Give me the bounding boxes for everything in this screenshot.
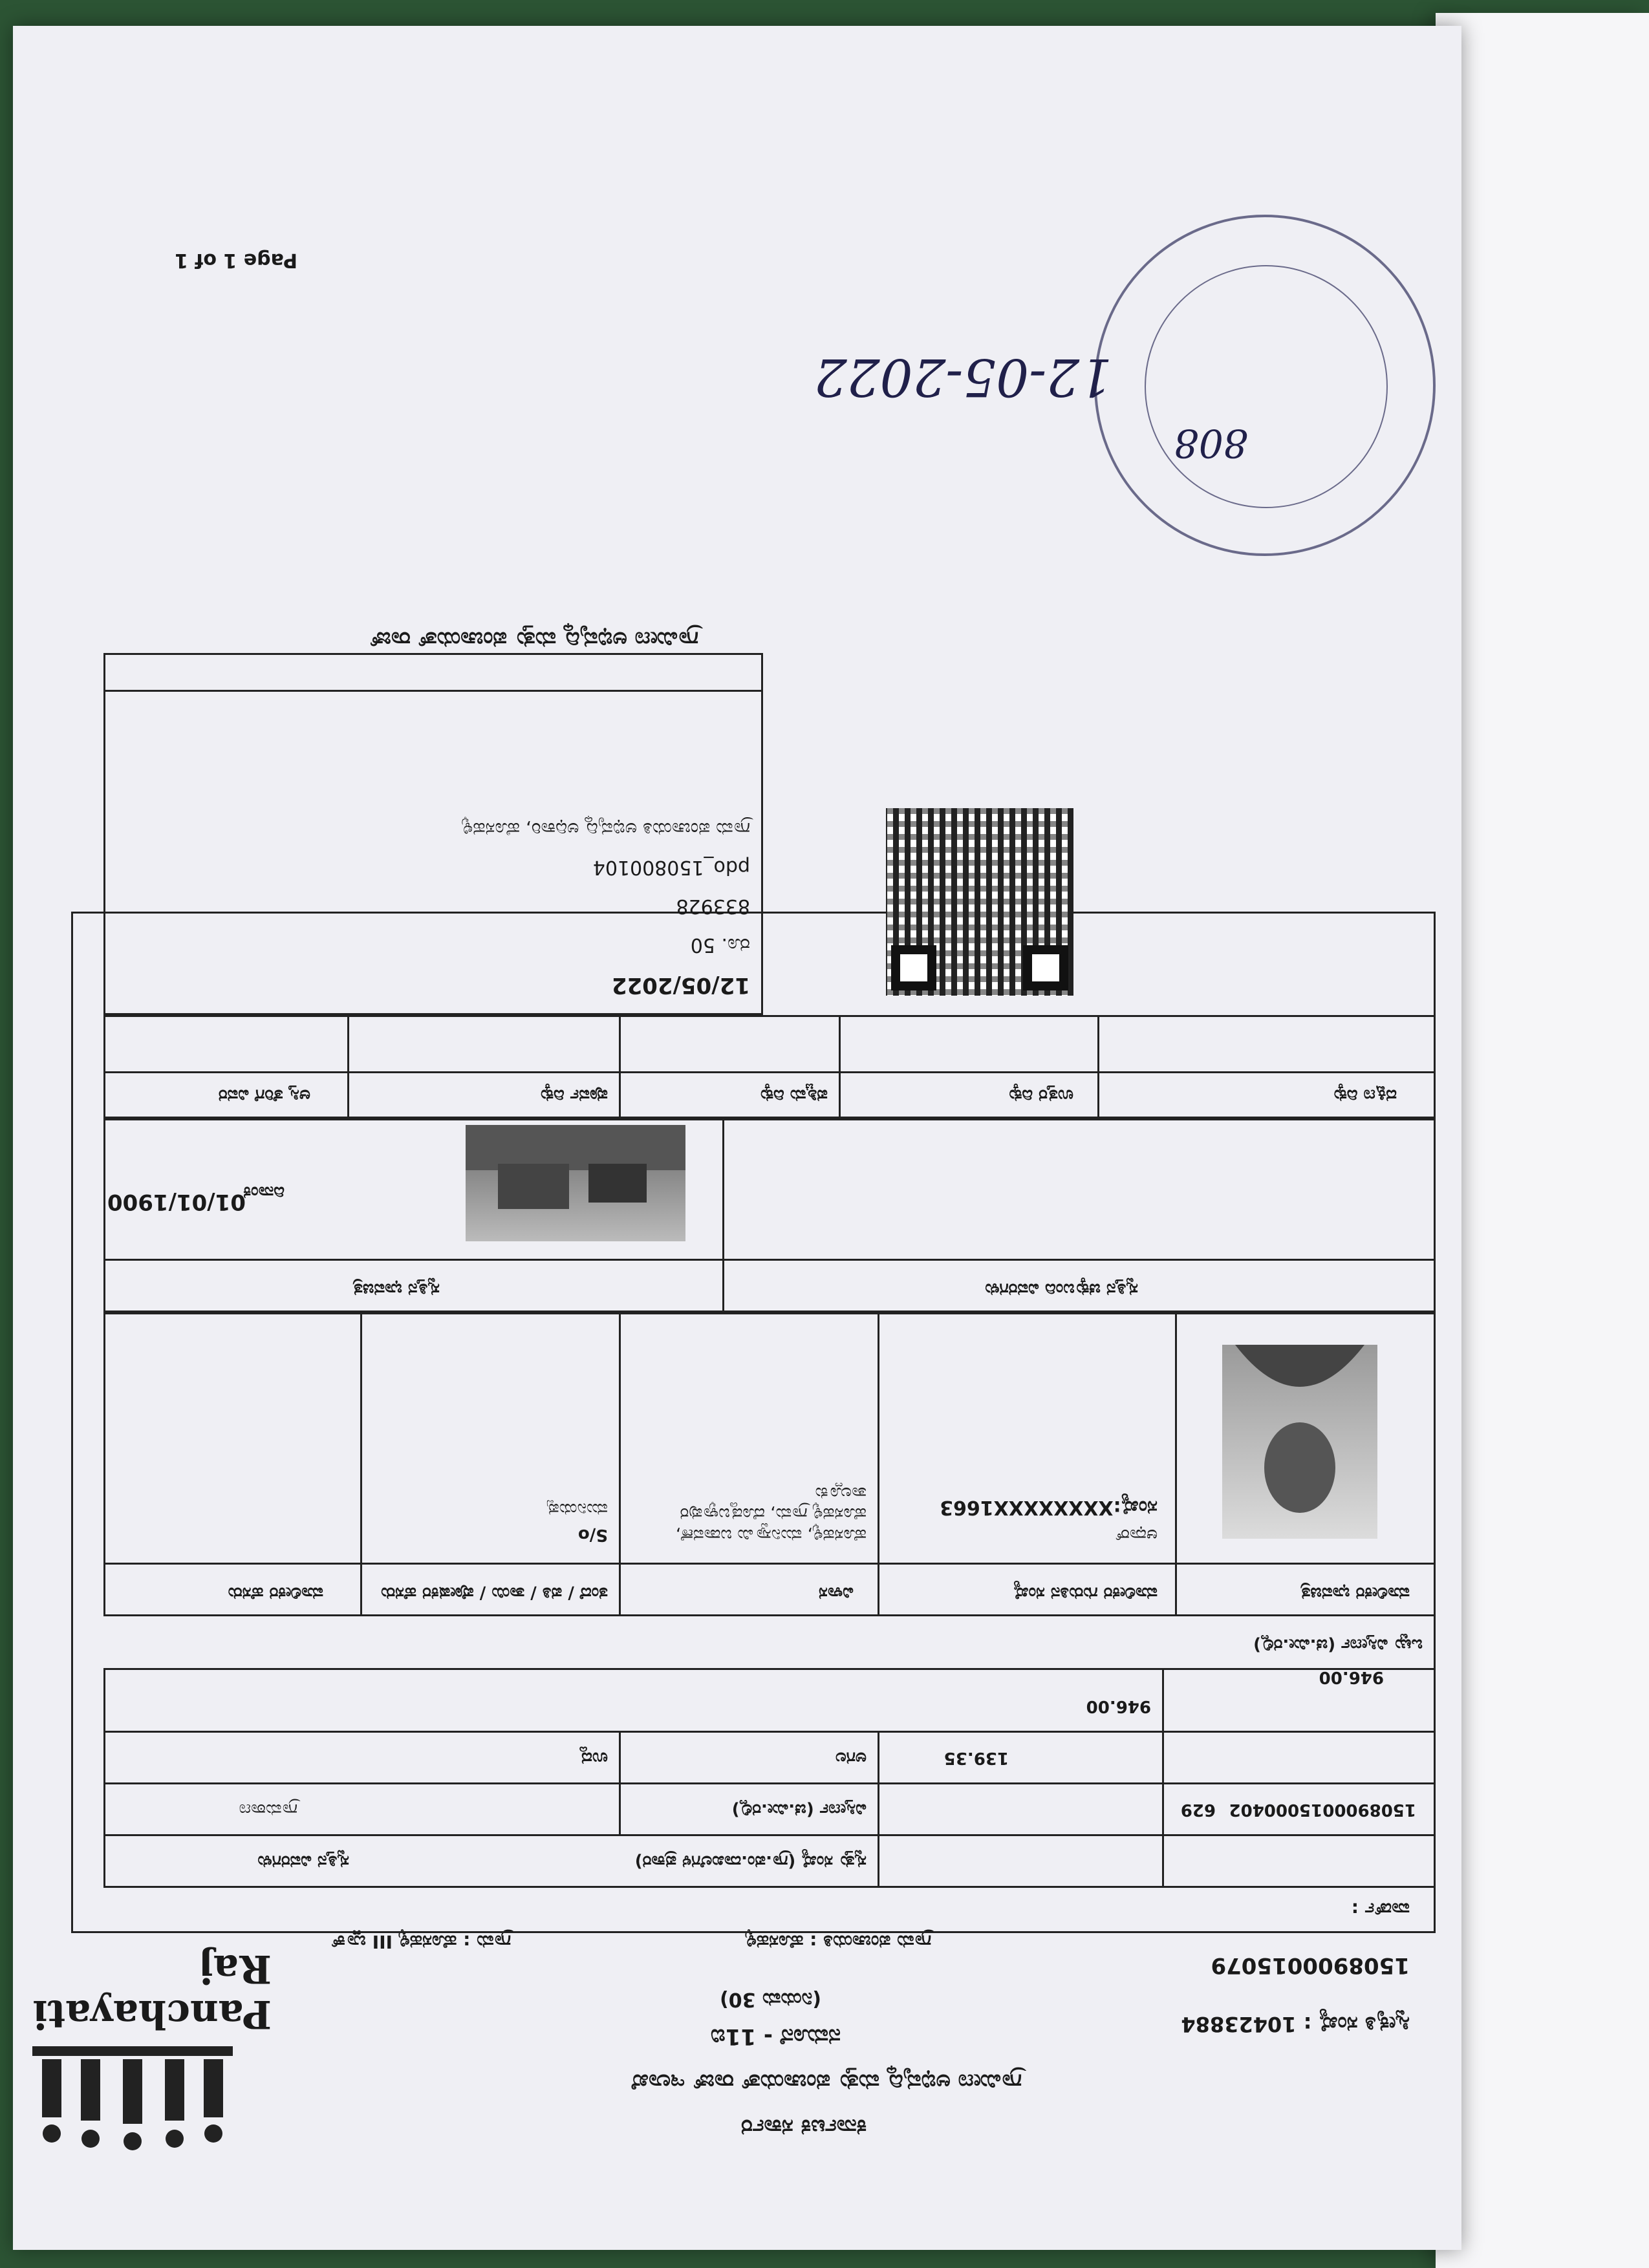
property-type-value: ಗ್ರಾಮಠಾಣ (239, 1800, 297, 1819)
owner-photo-header: ಮಾಲೀಕರ ಭಾವಚಿತ್ರ (1300, 1583, 1410, 1603)
south-label: ದಕ್ಷಿಣ ದಿಕ್ಕು (1332, 1086, 1397, 1105)
owner-address-header: ವಿಳಾಸ (819, 1583, 854, 1603)
village-label: ಗ್ರಾಮ : ಹೊಸಹಳ್ಳಿ III ಬ್ಲಾಕ್ (330, 1931, 511, 1952)
table-rule (878, 1312, 879, 1616)
property-number-id: 1508900015000402 (1229, 1800, 1416, 1819)
aadhaar-label: ಆಧಾರ್ (1115, 1525, 1158, 1545)
table-rule (619, 1312, 621, 1616)
property-number-label: ಸ್ವತ್ತು ಸಂಖ್ಯೆ (ಗ್ರಾ.ಪಂ.ದಾಖಲೆಗಳ ಪ್ರಕಾರ) (634, 1852, 867, 1871)
length-label: ಉದ್ದ (579, 1748, 608, 1768)
west-label: ಪಶ್ಚಿಮ ದಿಕ್ಕು (759, 1086, 828, 1105)
receipt-number: 833928 (676, 895, 750, 917)
panchayati-raj-logo (26, 2043, 239, 2153)
next-page-edge (1436, 13, 1649, 2268)
boundaries-section-label: ಸ್ವತ್ತಿನ ಚಕ್ಕುಬಂದಿ ವಿವರಗಳು (985, 1279, 1138, 1299)
relation-name: ಮುನಿಯಪ್ಪ (547, 1499, 608, 1519)
width-label: ಅಗಲ (835, 1748, 867, 1768)
application-number: 10423884 (1181, 2012, 1297, 2037)
area-label: ವಿಸ್ತೀರ್ಣ (ಚ.ಮೀ.ರಲ್ಲಿ) (731, 1800, 867, 1819)
property-photo-label: ಸ್ವತ್ತಿನ ಭಾವಚಿತ್ರ (353, 1279, 440, 1299)
owner-relation-header: ತಂದೆ / ಪತಿ / ತಾಯಿ / ಪೋಷಕರ ಹೆಸರು (381, 1583, 608, 1603)
table-rule (839, 1015, 841, 1118)
table-rule (103, 1731, 1436, 1733)
document-content-rotated (13, 26, 1461, 2250)
table-rule (103, 690, 763, 692)
owner-photo (1222, 1345, 1377, 1539)
table-rule (103, 1563, 1436, 1565)
total-area-unit-label: ಒಟ್ಟು ವಿಸ್ತೀರ್ಣ (ಚ.ಮೀ.ರಲ್ಲಿ) (1253, 1635, 1423, 1654)
table-rule (347, 1015, 349, 1118)
table-rule (619, 1733, 621, 1836)
dept-title: ಗ್ರಾಮೀಣ ಅಭಿವೃದ್ಧಿ ಮತ್ತು ಪಂಚಾಯತ್ ರಾಜ್ ಇಲಾಖೆ (631, 2069, 1022, 2095)
official-seal-inner-ring (1145, 265, 1388, 508)
area-id-value: 629 (1180, 1800, 1216, 1819)
builtup-area-value: 946.00 (1086, 1696, 1151, 1716)
owner-id-header: ಮಾಲೀಕರ ಗುರುತಿನ ಸಂಖ್ಯೆ (1013, 1583, 1158, 1603)
footer-department: ಗ್ರಾಮೀಣ ಅಭಿವೃದ್ಧಿ ಮತ್ತು ಪಂಚಾಯತ್ ರಾಜ್ (369, 626, 698, 652)
tax-details-label: ಆಸ್ತಿ ತೆರಿಗೆ ವಿವರ (218, 1086, 310, 1105)
application-number-label: ಸ್ವೀಕೃತಿ ಸಂಖ್ಯೆ : (1296, 2012, 1410, 2037)
owner-address: ಹೊಸಹಳ್ಳಿ, ಮುನಿಸ್ವಾಮಿ ಬಡಾವಣೆ, ಹೊಸಹಳ್ಳಿ ಗ್ರಾಮ, ದೊಡ್ಡಬಳ್ಳಾಪುರ ತಾಲ್ಲೂಕು (675, 1483, 867, 1545)
officer-id: pdo_150800104 (592, 856, 750, 879)
aadhaar-number: ಸಂಖ್ಯೆ:XXXXXXXX1663 (940, 1496, 1158, 1519)
property-photo (466, 1125, 685, 1241)
signature-initials: 808 (1174, 420, 1248, 465)
table-rule (1162, 1668, 1164, 1888)
width-value: 139.35 (943, 1748, 1009, 1768)
page-indicator: Page 1 of 1 (175, 249, 297, 272)
ward-label: ವಾರ್ಡ್ : (1351, 1899, 1410, 1920)
table-rule (103, 1834, 1436, 1836)
rule-number: (ನಿಯಮ 30) (720, 1988, 821, 2011)
property-id: 1508900015079 (1211, 1952, 1410, 1978)
table-rule (103, 1259, 1436, 1261)
form-number: ನಮೂನೆ - 11ಬಿ (710, 2024, 841, 2049)
boundaries-table (103, 1118, 1436, 1312)
govt-title: ಕರ್ನಾಟಕ ಸರ್ಕಾರ (740, 2114, 867, 2140)
application-number-row (1181, 2011, 1410, 2037)
owner-details-label: ಸ್ವತ್ತಿನ ವಿವರಗಳು (257, 1852, 349, 1871)
approval-date: 12/05/2022 (611, 972, 750, 998)
owner-photo-silhouette (1222, 1345, 1377, 1539)
table-rule (1097, 1015, 1099, 1118)
table-rule (619, 1015, 621, 1118)
east-label: ಪೂರ್ವ ದಿಕ್ಕು (539, 1086, 608, 1105)
table-rule (722, 1118, 724, 1312)
property-photo-scene (466, 1125, 685, 1241)
total-area-value: 946.00 (1319, 1667, 1384, 1687)
boundary-date: 01/01/1900 (107, 1189, 246, 1215)
qr-code (886, 808, 1073, 996)
north-label: ಉತ್ತರ ದಿಕ್ಕು (1007, 1086, 1073, 1105)
relation-type: S/o (577, 1525, 608, 1545)
boundary-date-label: ದಿನಾಂಕ (243, 1182, 285, 1202)
gram-panchayat-label: ಗ್ರಾಮ ಪಂಚಾಯತಿ : ಹೊಸಹಳ್ಳಿ (745, 1931, 931, 1952)
signature-date: 12-05-2022 (814, 347, 1112, 407)
table-rule (103, 1071, 1436, 1073)
document-page (13, 26, 1461, 2250)
table-rule (103, 1782, 1436, 1784)
officer-designation: ಗ್ರಾಮ ಪಂಚಾಯತಿ ಅಭಿವೃದ್ಧಿ ಅಧಿಕಾರಿ, ಹೊಸಹಳ್ಳಿ (462, 818, 750, 840)
owner-name-header: ಮಾಲೀಕರ ಹೆಸರು (228, 1583, 323, 1603)
table-rule (878, 1733, 879, 1888)
table-rule (360, 1312, 362, 1616)
approval-fee: ರೂ. 50 (690, 934, 750, 956)
official-seal (1094, 215, 1436, 556)
table-rule (1175, 1312, 1177, 1616)
brand-name: Panchayati Raj (32, 1946, 272, 2037)
